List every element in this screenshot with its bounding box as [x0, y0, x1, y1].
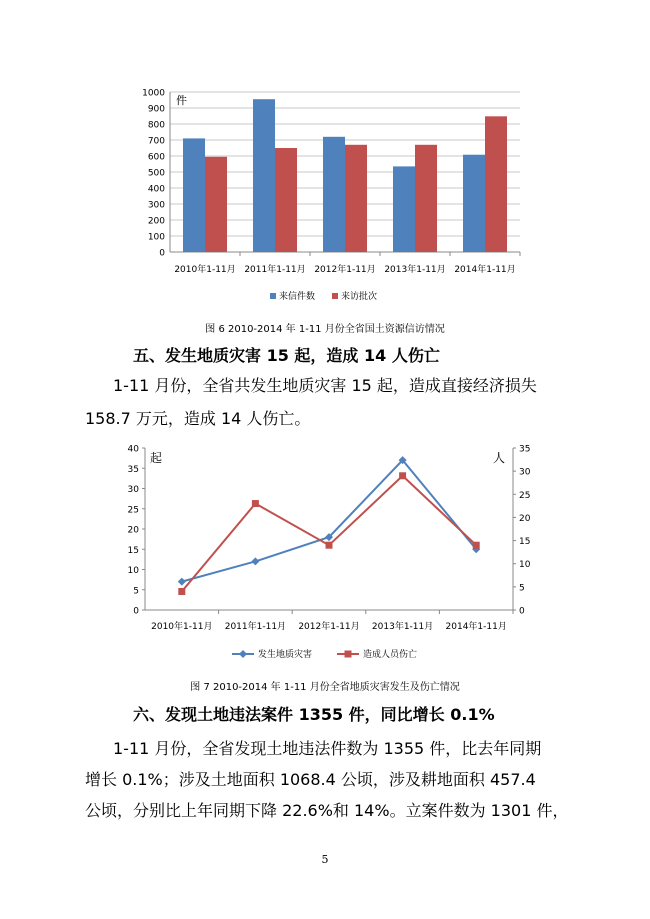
y-right-tick-label-0: 0: [519, 606, 525, 617]
y-right-tick-label-4: 20: [519, 513, 531, 524]
y-tick-label-1: 100: [147, 232, 165, 243]
point-s2-4: [399, 472, 406, 479]
y-tick-label-3: 300: [147, 200, 165, 211]
y-tick-label-8: 800: [147, 120, 165, 131]
y-right-tick-label-1: 5: [519, 583, 525, 594]
y-right-unit-label: 人: [493, 451, 506, 465]
bar-s1-4: [393, 166, 415, 252]
point-s1-2: [251, 557, 259, 565]
bar-s1-5: [463, 155, 485, 252]
bar-s2-3: [345, 145, 367, 252]
section-5-heading: 五、发生地质灾害 15 起，造成 14 人伤亡: [133, 346, 440, 365]
section-6-line-1: 1-11 月份，全省发现土地违法件数为 1355 件，比去年同期: [113, 739, 542, 758]
y-right-tick-label-3: 15: [519, 537, 531, 548]
x-tick-label-0: 2010年1-11月: [151, 622, 213, 632]
x-tick-label-2: 2012年1-11月: [314, 265, 376, 275]
chart-geo-disasters-svg: [110, 440, 540, 672]
y-tick-label-4: 400: [147, 184, 165, 195]
x-tick-label-3: 2013年1-11月: [384, 265, 446, 275]
legend-label-2: 造成人员伤亡: [363, 650, 418, 660]
legend-marker-1: [239, 650, 247, 658]
bar-s1-2: [253, 99, 275, 252]
y-left-tick-label-1: 5: [133, 586, 139, 597]
figure-7-caption: 图 7 2010-2014 年 1-11 月份全省地质灾害发生及伤亡情况: [190, 682, 460, 693]
point-s2-2: [252, 500, 259, 507]
y-left-tick-label-0: 0: [133, 606, 139, 617]
y-left-tick-label-2: 10: [127, 566, 139, 576]
section-6-line-2: 增长 0.1%；涉及土地面积 1068.4 公顷，涉及耕地面积 457.4: [85, 770, 536, 789]
x-tick-label-3: 2013年1-11月: [371, 622, 434, 632]
y-tick-label-0: 0: [159, 248, 165, 259]
bar-s2-4: [415, 145, 437, 252]
y-left-tick-label-5: 25: [127, 505, 139, 516]
x-tick-label-1: 2011年1-11月: [224, 622, 287, 632]
y-tick-label-9: 900: [147, 104, 165, 115]
x-tick-label-4: 2014年1-11月: [454, 265, 516, 275]
bar-s2-2: [275, 148, 297, 252]
series-line-1: [182, 460, 476, 582]
point-s2-5: [473, 542, 480, 549]
y-left-tick-label-4: 20: [127, 525, 139, 536]
section-6-heading: 六、发现土地违法案件 1355 件，同比增长 0.1%: [133, 705, 495, 724]
section-6-line-3: 公顷，分别比上年同期下降 22.6%和 14%。立案件数为 1301 件，: [85, 801, 569, 820]
section-5-line-1: 1-11 月份，全省共发生地质灾害 15 起，造成直接经济损失: [113, 376, 537, 395]
x-tick-label-4: 2014年1-11月: [445, 622, 507, 632]
y-left-tick-label-7: 35: [127, 464, 139, 475]
point-s2-1: [178, 588, 185, 595]
y-right-tick-label-2: 10: [519, 560, 531, 571]
bar-s1-3: [323, 137, 345, 252]
y-left-unit-label: 起: [150, 451, 163, 465]
bar-s2-5: [485, 116, 507, 252]
y-right-tick-label-7: 35: [519, 444, 531, 455]
bar-s1-1: [183, 138, 205, 252]
x-tick-label-0: 2010年1-11月: [174, 265, 236, 275]
y-right-tick-label-6: 30: [519, 467, 531, 478]
y-tick-label-5: 500: [147, 168, 165, 179]
y-tick-label-10: 1000: [142, 88, 165, 99]
bar-s2-1: [205, 157, 227, 252]
legend-swatch-1: [270, 293, 276, 299]
chart-letters-visits: [120, 80, 530, 315]
y-left-tick-label-6: 30: [127, 485, 139, 495]
y-tick-label-7: 700: [147, 136, 165, 147]
x-tick-label-1: 2011年1-11月: [244, 265, 306, 275]
x-tick-label-2: 2012年1-11月: [298, 622, 360, 632]
y-tick-label-6: 600: [147, 152, 165, 163]
y-left-tick-label-3: 15: [127, 545, 139, 556]
legend-label-2: 来访批次: [341, 292, 378, 302]
page-number: 5: [321, 853, 329, 866]
legend-marker-2: [345, 651, 352, 658]
y-left-tick-label-8: 40: [127, 444, 139, 455]
y-tick-label-2: 200: [147, 216, 165, 227]
point-s2-3: [326, 542, 333, 549]
legend-label-1: 来信件数: [279, 292, 316, 302]
legend-swatch-2: [332, 293, 338, 299]
legend-label-1: 发生地质灾害: [258, 650, 313, 660]
y-right-tick-label-5: 25: [519, 490, 531, 501]
figure-6-caption: 图 6 2010-2014 年 1-11 月份全省国土资源信访情况: [205, 324, 445, 335]
chart-letters-visits-svg: [120, 80, 530, 315]
section-5-line-2: 158.7 万元，造成 14 人伤亡。: [85, 409, 311, 428]
y-axis-unit-label: 件: [176, 94, 187, 107]
chart-geo-disasters: [110, 440, 540, 672]
point-s1-1: [178, 578, 186, 586]
